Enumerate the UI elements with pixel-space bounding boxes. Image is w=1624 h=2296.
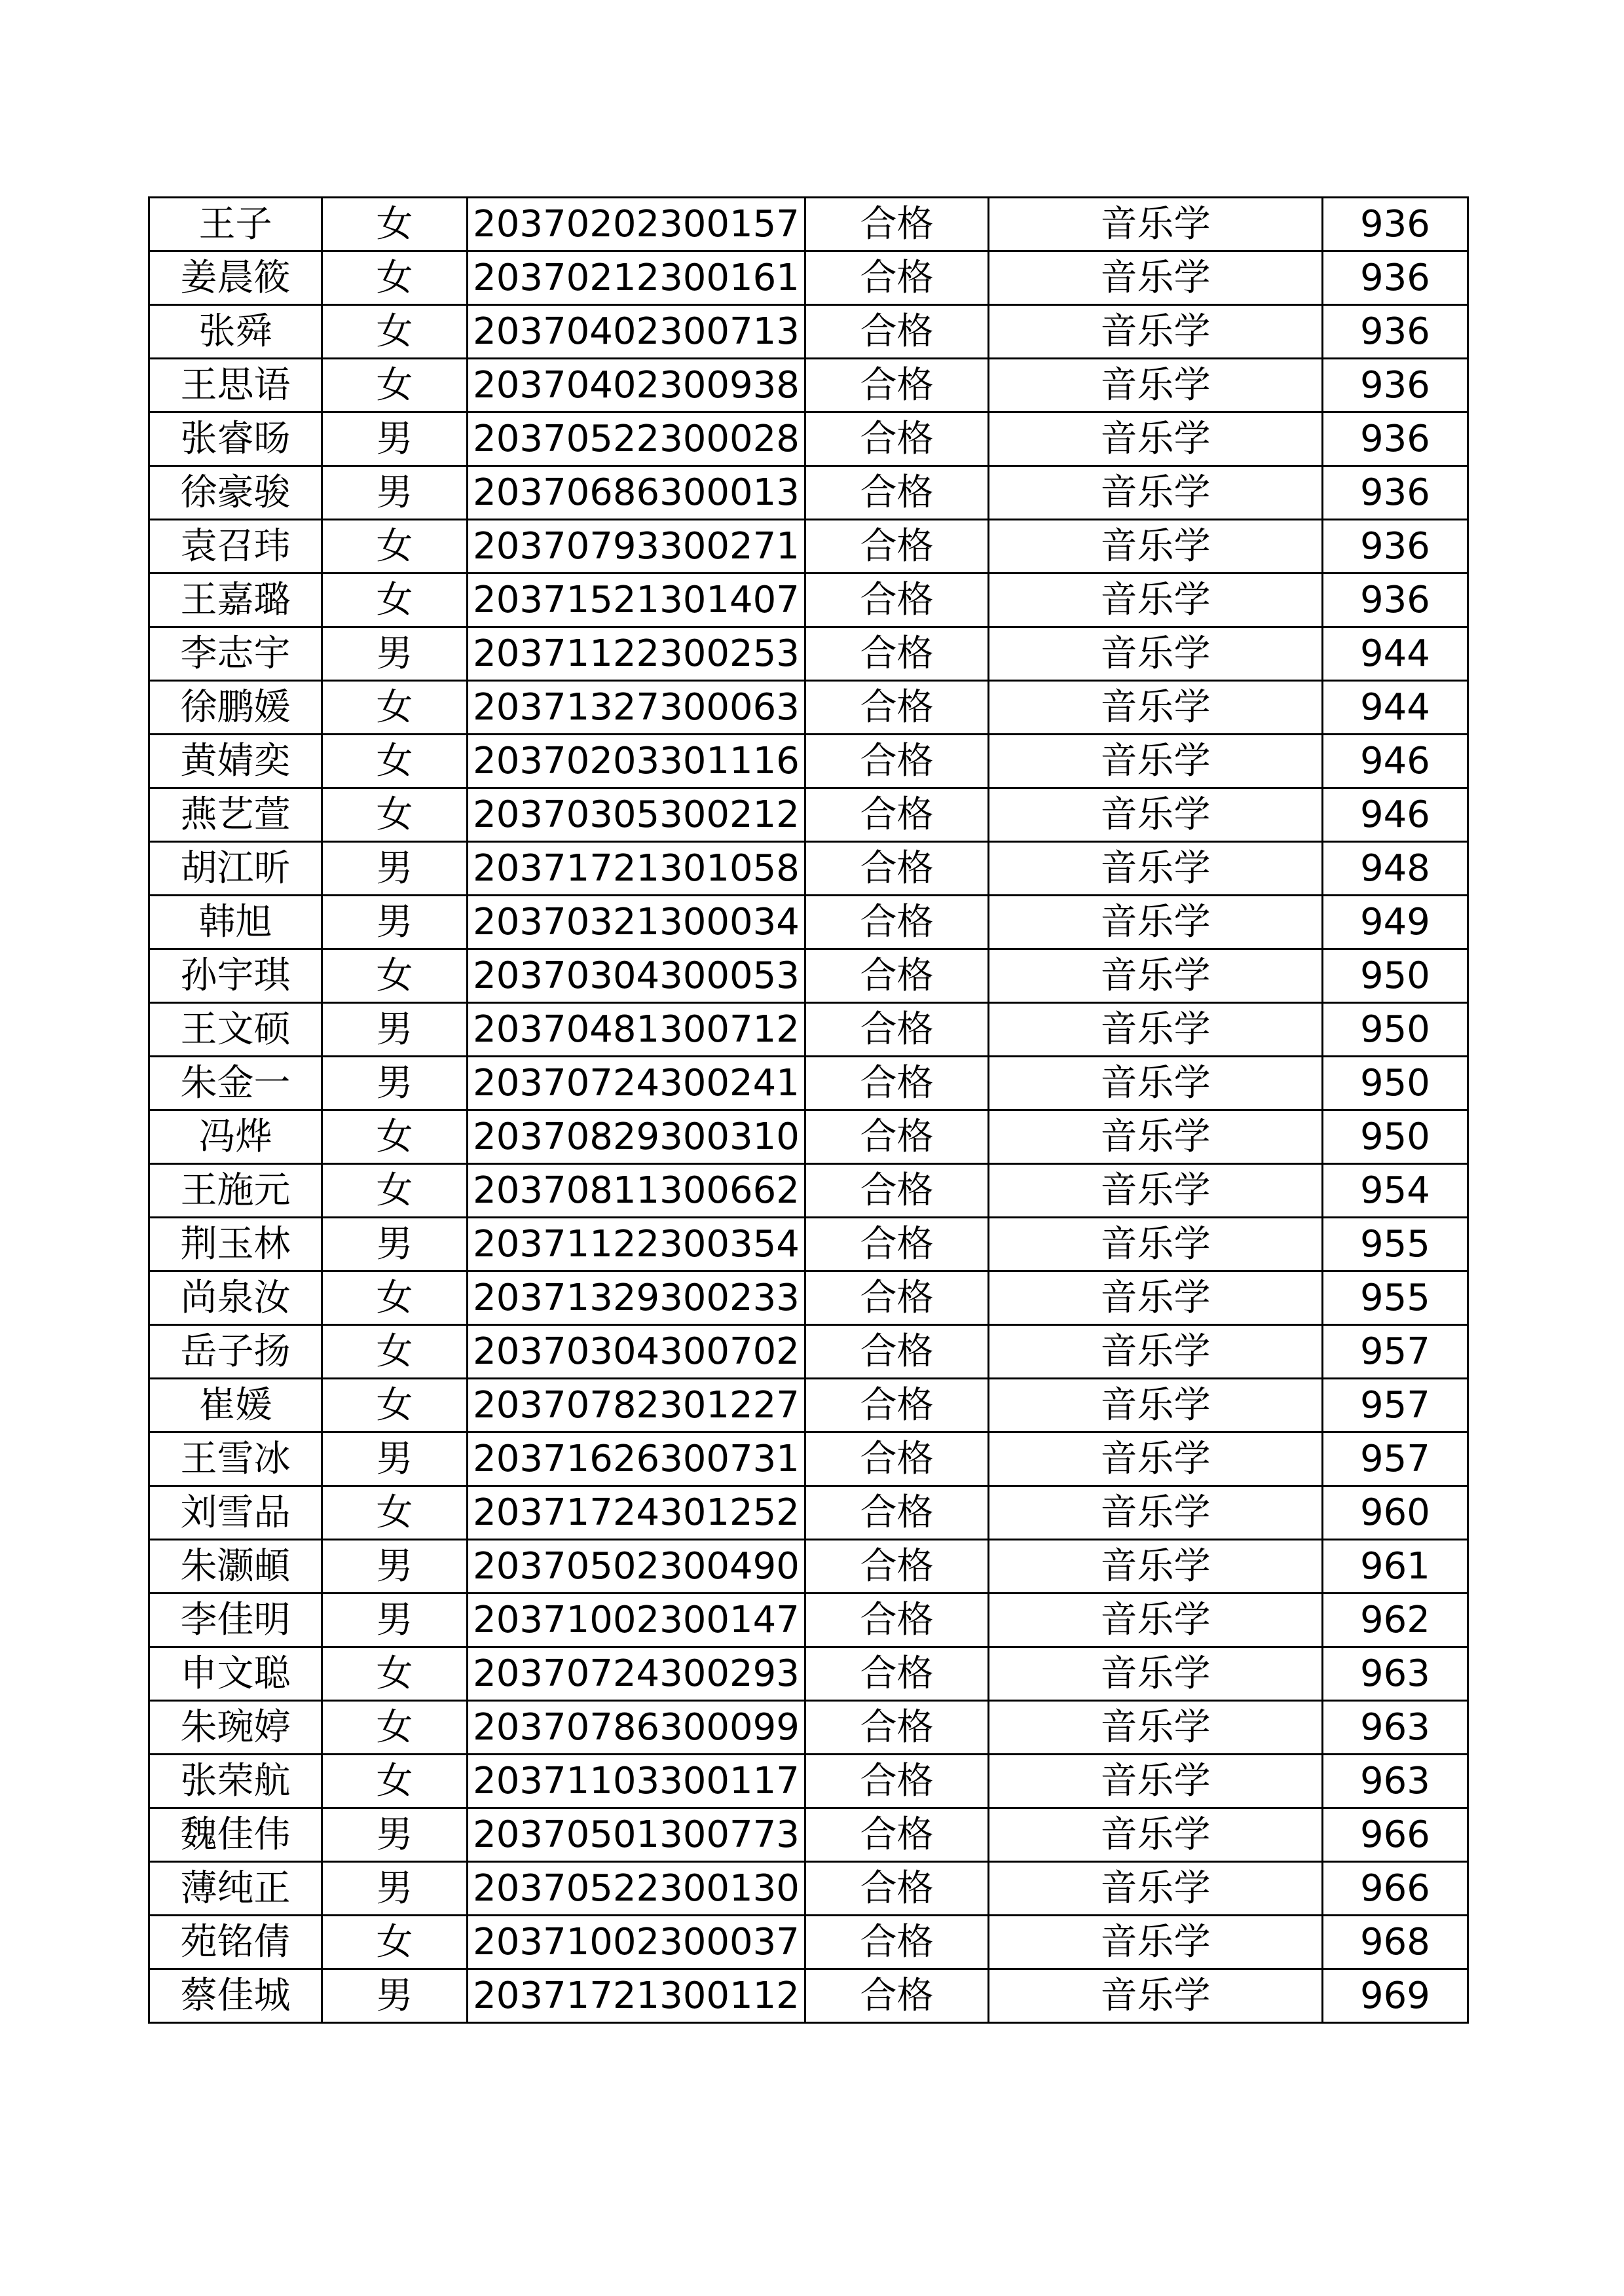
table-row	[149, 1969, 1468, 2023]
table-row	[149, 1164, 1468, 1218]
cell-gender: 女	[322, 1379, 468, 1432]
cell-name: 王文硕	[149, 1003, 322, 1057]
table-row	[149, 1325, 1468, 1379]
table-row	[149, 842, 1468, 896]
cell-major: 音乐学	[989, 896, 1323, 949]
table-row	[149, 1862, 1468, 1916]
cell-exam-id: 20370522300028	[468, 412, 805, 466]
cell-name: 荆玉林	[149, 1218, 322, 1271]
cell-major: 音乐学	[989, 681, 1323, 735]
cell-status: 合格	[805, 1808, 989, 1862]
cell-major: 音乐学	[989, 466, 1323, 520]
table-row	[149, 1808, 1468, 1862]
cell-name: 胡江昕	[149, 842, 322, 896]
cell-rank: 936	[1323, 305, 1468, 359]
cell-status: 合格	[805, 896, 989, 949]
cell-name: 王雪冰	[149, 1432, 322, 1486]
table-row	[149, 1916, 1468, 1969]
cell-gender: 女	[322, 1755, 468, 1808]
cell-rank: 936	[1323, 466, 1468, 520]
table-row	[149, 1540, 1468, 1594]
cell-status: 合格	[805, 305, 989, 359]
cell-major: 音乐学	[989, 574, 1323, 627]
cell-gender: 男	[322, 1432, 468, 1486]
cell-major: 音乐学	[989, 1969, 1323, 2023]
cell-status: 合格	[805, 574, 989, 627]
cell-major: 音乐学	[989, 1379, 1323, 1432]
cell-name: 袁召玮	[149, 520, 322, 574]
cell-rank: 957	[1323, 1379, 1468, 1432]
cell-name: 魏佳伟	[149, 1808, 322, 1862]
cell-rank: 954	[1323, 1164, 1468, 1218]
cell-major: 音乐学	[989, 1755, 1323, 1808]
cell-major: 音乐学	[989, 198, 1323, 251]
cell-rank: 936	[1323, 574, 1468, 627]
cell-gender: 男	[322, 1540, 468, 1594]
cell-major: 音乐学	[989, 1862, 1323, 1916]
cell-exam-id: 20370724300293	[468, 1647, 805, 1701]
cell-name: 徐豪骏	[149, 466, 322, 520]
cell-major: 音乐学	[989, 412, 1323, 466]
table-row	[149, 198, 1468, 251]
cell-gender: 男	[322, 466, 468, 520]
cell-gender: 男	[322, 1969, 468, 2023]
cell-gender: 女	[322, 1916, 468, 1969]
cell-exam-id: 20370203301116	[468, 735, 805, 788]
cell-gender: 女	[322, 359, 468, 412]
cell-rank: 963	[1323, 1755, 1468, 1808]
cell-exam-id: 20371122300253	[468, 627, 805, 681]
table-row	[149, 1271, 1468, 1325]
table-row	[149, 1379, 1468, 1432]
cell-rank: 946	[1323, 735, 1468, 788]
table-row	[149, 574, 1468, 627]
cell-status: 合格	[805, 681, 989, 735]
cell-gender: 女	[322, 305, 468, 359]
cell-gender: 男	[322, 627, 468, 681]
cell-major: 音乐学	[989, 735, 1323, 788]
cell-exam-id: 20371721300112	[468, 1969, 805, 2023]
table-row	[149, 627, 1468, 681]
cell-name: 申文聪	[149, 1647, 322, 1701]
cell-rank: 948	[1323, 842, 1468, 896]
cell-exam-id: 20370782301227	[468, 1379, 805, 1432]
table-row	[149, 359, 1468, 412]
cell-major: 音乐学	[989, 1003, 1323, 1057]
cell-gender: 女	[322, 251, 468, 305]
cell-name: 朱琬婷	[149, 1701, 322, 1755]
results-table	[148, 196, 1469, 2024]
cell-major: 音乐学	[989, 520, 1323, 574]
cell-major: 音乐学	[989, 251, 1323, 305]
cell-gender: 女	[322, 1164, 468, 1218]
cell-gender: 女	[322, 574, 468, 627]
cell-name: 姜晨筱	[149, 251, 322, 305]
cell-name: 尚泉汝	[149, 1271, 322, 1325]
cell-gender: 女	[322, 1647, 468, 1701]
cell-major: 音乐学	[989, 1701, 1323, 1755]
cell-rank: 969	[1323, 1969, 1468, 2023]
cell-name: 张荣航	[149, 1755, 322, 1808]
cell-rank: 966	[1323, 1808, 1468, 1862]
table-row	[149, 1647, 1468, 1701]
cell-gender: 女	[322, 735, 468, 788]
cell-gender: 男	[322, 1057, 468, 1110]
cell-rank: 950	[1323, 1003, 1468, 1057]
cell-name: 崔媛	[149, 1379, 322, 1432]
cell-name: 李佳明	[149, 1594, 322, 1647]
cell-major: 音乐学	[989, 1271, 1323, 1325]
cell-major: 音乐学	[989, 1916, 1323, 1969]
cell-status: 合格	[805, 1969, 989, 2023]
cell-status: 合格	[805, 1003, 989, 1057]
cell-name: 徐鹏媛	[149, 681, 322, 735]
cell-gender: 女	[322, 1486, 468, 1540]
cell-rank: 966	[1323, 1862, 1468, 1916]
cell-major: 音乐学	[989, 1594, 1323, 1647]
cell-exam-id: 20370786300099	[468, 1701, 805, 1755]
cell-status: 合格	[805, 1164, 989, 1218]
cell-exam-id: 20370321300034	[468, 896, 805, 949]
cell-gender: 女	[322, 520, 468, 574]
cell-name: 薄纯正	[149, 1862, 322, 1916]
cell-gender: 女	[322, 681, 468, 735]
table-row	[149, 896, 1468, 949]
cell-major: 音乐学	[989, 1540, 1323, 1594]
cell-major: 音乐学	[989, 1647, 1323, 1701]
cell-exam-id: 20370724300241	[468, 1057, 805, 1110]
cell-gender: 女	[322, 1325, 468, 1379]
cell-gender: 女	[322, 1271, 468, 1325]
cell-status: 合格	[805, 1057, 989, 1110]
results-table-body	[149, 198, 1468, 2023]
cell-major: 音乐学	[989, 949, 1323, 1003]
cell-exam-id: 20370212300161	[468, 251, 805, 305]
cell-major: 音乐学	[989, 627, 1323, 681]
cell-status: 合格	[805, 1379, 989, 1432]
table-row	[149, 1057, 1468, 1110]
cell-gender: 男	[322, 1862, 468, 1916]
cell-major: 音乐学	[989, 1432, 1323, 1486]
cell-status: 合格	[805, 1486, 989, 1540]
cell-exam-id: 20370304300702	[468, 1325, 805, 1379]
cell-name: 朱金一	[149, 1057, 322, 1110]
cell-major: 音乐学	[989, 1325, 1323, 1379]
cell-status: 合格	[805, 1594, 989, 1647]
table-row	[149, 1003, 1468, 1057]
cell-status: 合格	[805, 1218, 989, 1271]
cell-exam-id: 20370501300773	[468, 1808, 805, 1862]
cell-gender: 女	[322, 1110, 468, 1164]
cell-name: 黄婧奕	[149, 735, 322, 788]
table-row	[149, 251, 1468, 305]
cell-rank: 950	[1323, 1057, 1468, 1110]
cell-status: 合格	[805, 1325, 989, 1379]
cell-rank: 960	[1323, 1486, 1468, 1540]
cell-rank: 944	[1323, 627, 1468, 681]
cell-status: 合格	[805, 359, 989, 412]
cell-exam-id: 20370304300053	[468, 949, 805, 1003]
cell-exam-id: 20370793300271	[468, 520, 805, 574]
cell-major: 音乐学	[989, 1486, 1323, 1540]
table-row	[149, 305, 1468, 359]
cell-status: 合格	[805, 1271, 989, 1325]
cell-gender: 女	[322, 949, 468, 1003]
cell-name: 朱灏頔	[149, 1540, 322, 1594]
cell-name: 苑铭倩	[149, 1916, 322, 1969]
cell-rank: 936	[1323, 198, 1468, 251]
cell-gender: 男	[322, 842, 468, 896]
table-row	[149, 1594, 1468, 1647]
table-row	[149, 412, 1468, 466]
cell-exam-id: 20371103300117	[468, 1755, 805, 1808]
cell-name: 蔡佳城	[149, 1969, 322, 2023]
cell-exam-id: 20370402300713	[468, 305, 805, 359]
cell-exam-id: 20371721301058	[468, 842, 805, 896]
cell-exam-id: 20371327300063	[468, 681, 805, 735]
cell-rank: 950	[1323, 1110, 1468, 1164]
cell-exam-id: 20370402300938	[468, 359, 805, 412]
cell-major: 音乐学	[989, 788, 1323, 842]
cell-exam-id: 20370686300013	[468, 466, 805, 520]
cell-gender: 女	[322, 1701, 468, 1755]
cell-rank: 944	[1323, 681, 1468, 735]
cell-name: 韩旭	[149, 896, 322, 949]
cell-exam-id: 20370522300130	[468, 1862, 805, 1916]
cell-exam-id: 20370811300662	[468, 1164, 805, 1218]
cell-gender: 男	[322, 412, 468, 466]
cell-name: 王嘉璐	[149, 574, 322, 627]
table-row	[149, 681, 1468, 735]
cell-exam-id: 20370829300310	[468, 1110, 805, 1164]
cell-status: 合格	[805, 1647, 989, 1701]
document-page	[148, 196, 1467, 2024]
cell-gender: 女	[322, 198, 468, 251]
cell-status: 合格	[805, 412, 989, 466]
table-row	[149, 1432, 1468, 1486]
cell-exam-id: 20371002300147	[468, 1594, 805, 1647]
cell-status: 合格	[805, 842, 989, 896]
table-row	[149, 1701, 1468, 1755]
cell-status: 合格	[805, 735, 989, 788]
cell-major: 音乐学	[989, 305, 1323, 359]
table-row	[149, 1110, 1468, 1164]
cell-exam-id: 20371122300354	[468, 1218, 805, 1271]
cell-status: 合格	[805, 520, 989, 574]
cell-status: 合格	[805, 466, 989, 520]
cell-rank: 950	[1323, 949, 1468, 1003]
cell-status: 合格	[805, 949, 989, 1003]
cell-gender: 男	[322, 1218, 468, 1271]
cell-name: 李志宇	[149, 627, 322, 681]
cell-exam-id: 20371521301407	[468, 574, 805, 627]
cell-name: 冯烨	[149, 1110, 322, 1164]
cell-name: 王子	[149, 198, 322, 251]
cell-name: 王思语	[149, 359, 322, 412]
cell-status: 合格	[805, 198, 989, 251]
table-row	[149, 735, 1468, 788]
cell-rank: 961	[1323, 1540, 1468, 1594]
cell-major: 音乐学	[989, 1808, 1323, 1862]
cell-major: 音乐学	[989, 842, 1323, 896]
cell-exam-id: 20370305300212	[468, 788, 805, 842]
cell-major: 音乐学	[989, 359, 1323, 412]
cell-rank: 936	[1323, 251, 1468, 305]
cell-major: 音乐学	[989, 1057, 1323, 1110]
cell-name: 孙宇琪	[149, 949, 322, 1003]
cell-name: 岳子扬	[149, 1325, 322, 1379]
cell-exam-id: 20371724301252	[468, 1486, 805, 1540]
table-row	[149, 1218, 1468, 1271]
cell-gender: 女	[322, 788, 468, 842]
cell-status: 合格	[805, 1755, 989, 1808]
cell-rank: 968	[1323, 1916, 1468, 1969]
cell-status: 合格	[805, 788, 989, 842]
cell-major: 音乐学	[989, 1164, 1323, 1218]
cell-gender: 男	[322, 1594, 468, 1647]
cell-name: 张舜	[149, 305, 322, 359]
table-row	[149, 1486, 1468, 1540]
table-row	[149, 788, 1468, 842]
cell-status: 合格	[805, 1916, 989, 1969]
table-row	[149, 520, 1468, 574]
cell-rank: 936	[1323, 520, 1468, 574]
table-row	[149, 466, 1468, 520]
cell-status: 合格	[805, 1701, 989, 1755]
cell-rank: 955	[1323, 1271, 1468, 1325]
cell-name: 张睿旸	[149, 412, 322, 466]
cell-major: 音乐学	[989, 1110, 1323, 1164]
cell-exam-id: 20371626300731	[468, 1432, 805, 1486]
cell-major: 音乐学	[989, 1218, 1323, 1271]
cell-rank: 936	[1323, 412, 1468, 466]
cell-rank: 963	[1323, 1701, 1468, 1755]
cell-status: 合格	[805, 627, 989, 681]
cell-name: 燕艺萱	[149, 788, 322, 842]
cell-status: 合格	[805, 1540, 989, 1594]
cell-rank: 949	[1323, 896, 1468, 949]
cell-exam-id: 20370502300490	[468, 1540, 805, 1594]
cell-name: 王施元	[149, 1164, 322, 1218]
cell-rank: 955	[1323, 1218, 1468, 1271]
cell-rank: 957	[1323, 1432, 1468, 1486]
cell-gender: 男	[322, 896, 468, 949]
cell-exam-id: 20370202300157	[468, 198, 805, 251]
cell-status: 合格	[805, 1862, 989, 1916]
cell-gender: 男	[322, 1808, 468, 1862]
cell-status: 合格	[805, 1110, 989, 1164]
cell-gender: 男	[322, 1003, 468, 1057]
cell-exam-id: 20370481300712	[468, 1003, 805, 1057]
cell-exam-id: 20371329300233	[468, 1271, 805, 1325]
cell-rank: 946	[1323, 788, 1468, 842]
table-row	[149, 949, 1468, 1003]
cell-rank: 962	[1323, 1594, 1468, 1647]
cell-status: 合格	[805, 251, 989, 305]
cell-status: 合格	[805, 1432, 989, 1486]
table-row	[149, 1755, 1468, 1808]
cell-rank: 963	[1323, 1647, 1468, 1701]
cell-name: 刘雪品	[149, 1486, 322, 1540]
cell-rank: 936	[1323, 359, 1468, 412]
cell-rank: 957	[1323, 1325, 1468, 1379]
cell-exam-id: 20371002300037	[468, 1916, 805, 1969]
